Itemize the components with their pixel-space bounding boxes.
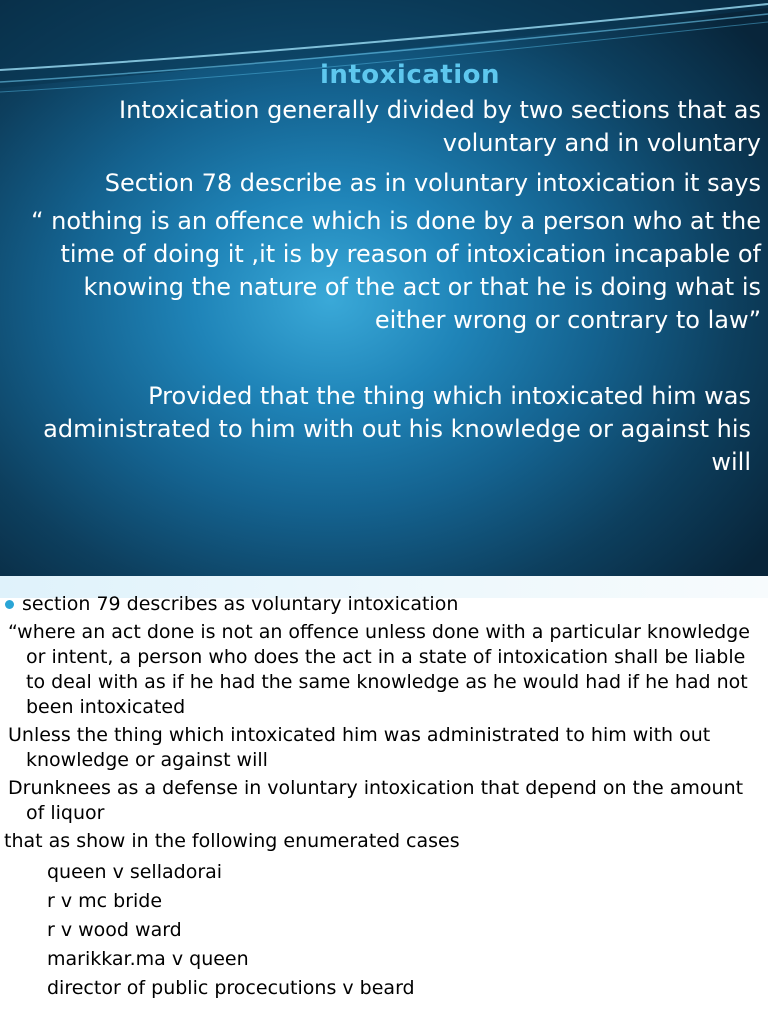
case-item: queen v selladorai — [47, 861, 223, 883]
bullet-text: section 79 describes as voluntary intoxication — [22, 593, 459, 615]
case-item: r v wood ward — [47, 919, 182, 941]
bullet-dot-icon — [5, 600, 14, 609]
quote-text: “where an act done is not an offence unless done with a particular knowledge or intent, a person who does the act in a state of intoxication shall be liable to deal with as if he had the same knowledge as he would had if he had not been intoxicated — [8, 621, 750, 718]
bullet-item — [8, 592, 760, 617]
slide-body — [9, 94, 761, 479]
paragraph-proviso: Provided that the thing which intoxicated him was administrated to him with out his knowledge or against his will — [43, 382, 751, 476]
drunkenness-text: Drunknees as a defense in voluntary intoxication that depend on the amount of liquor — [8, 777, 744, 824]
case-item: director of public procecutions v beard — [47, 977, 415, 999]
paragraph-overview: Intoxication generally divided by two sections that as voluntary and in voluntary — [119, 96, 761, 157]
case-item: r v mc bride — [47, 890, 163, 912]
slide-title: intoxication — [319, 60, 501, 90]
paragraph-section-78: Section 78 describe as in voluntary intoxication it says — [104, 169, 761, 197]
cases-intro: that as show in the following enumerated cases — [4, 830, 460, 852]
case-item: marikkar.ma v queen — [47, 948, 249, 970]
slide-voluntary-intoxication — [0, 576, 768, 1024]
slide-content — [4, 592, 760, 1003]
unless-text: Unless the thing which intoxicated him was administrated to him with out knowledge or against will — [8, 724, 711, 771]
case-list — [8, 858, 760, 1003]
paragraph-quote: “ nothing is an offence which is done by a person who at the time of doing it ,it is by reason of intoxication incapable of knowing the nature of the act or that he is doing what is either wrong or contrary to law” — [31, 207, 761, 334]
